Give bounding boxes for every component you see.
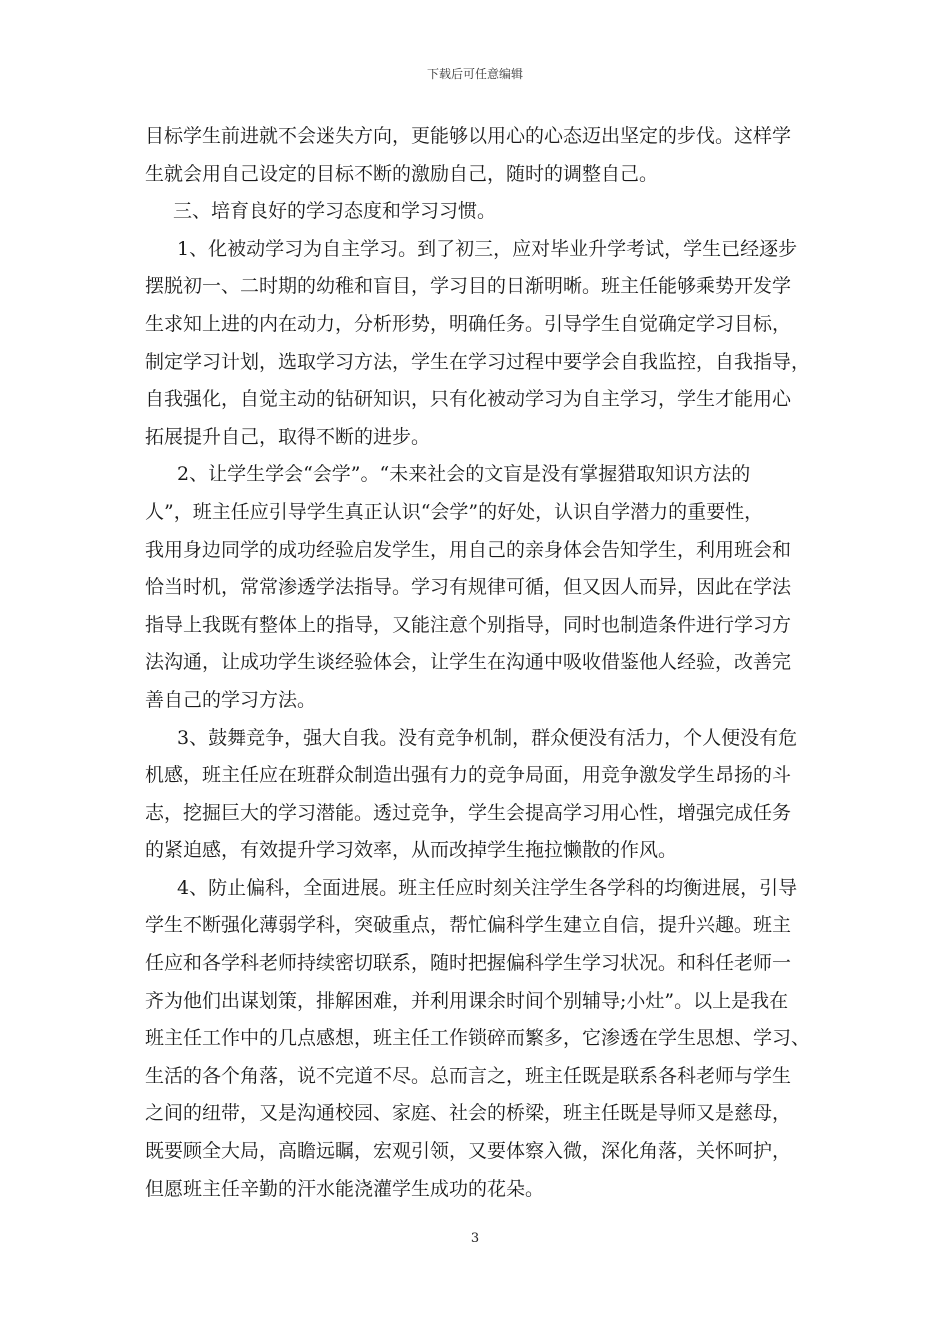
- text-line: 恰当时机，常常渗透学法指导。学习有规律可循，但又因人而异，因此在学法: [145, 576, 792, 599]
- text-line: 生求知上进的内在动力，分析形势，明确任务。引导学生自觉确定学习目标，: [145, 312, 792, 335]
- text-line: 拓展提升自己，取得不断的进步。: [145, 425, 431, 448]
- text-line: 学生不断强化薄弱学科，突破重点，帮忙偏科学生建立自信，提升兴趣。班主: [145, 914, 792, 937]
- text-line: 制定学习计划，选取学习方法，学生在学习过程中要学会自我监控，自我指导，: [145, 350, 811, 373]
- text-line: 摆脱初一、二时期的幼稚和盲目，学习目的日渐明晰。班主任能够乘势开发学: [145, 275, 792, 298]
- paragraph-start: 1、化被动学习为自主学习。到了初三，应对毕业升学考试，学生已经逐步: [177, 237, 798, 260]
- page-header: 下载后可任意编辑: [426, 67, 523, 81]
- page-number: 3: [470, 1231, 480, 1246]
- text-line: 机感，班主任应在班群众制造出强有力的竞争局面，用竞争激发学生昂扬的斗: [145, 764, 792, 787]
- text-line: 但愿班主任辛勤的汗水能浇灌学生成功的花朵。: [145, 1177, 545, 1200]
- paragraph-start: 4、防止偏科，全面进展。班主任应时刻关注学生各学科的均衡进展，引导: [177, 876, 798, 899]
- text-line: 之间的纽带，又是沟通校园、家庭、社会的桥梁，班主任既是导师又是慈母，: [145, 1102, 792, 1125]
- paragraph-start: 2、让学生学会“会学”。“未来社会的文盲是没有掌握猎取知识方法的: [177, 463, 751, 486]
- text-line: 班主任工作中的几点感想，班主任工作锁碎而繁多，它渗透在学生思想、学习、: [145, 1027, 811, 1050]
- document-body: [145, 118, 810, 1208]
- text-line: 志，挖掘巨大的学习潜能。透过竞争，学生会提高学习用心性，增强完成任务: [145, 801, 792, 824]
- text-line: 既要顾全大局，高瞻远瞩，宏观引领，又要体察入微，深化角落，关怀呵护，: [145, 1140, 792, 1163]
- text-line: 法沟通，让成功学生谈经验体会，让学生在沟通中吸收借鉴他人经验，改善完: [145, 651, 792, 674]
- text-line: 任应和各学科老师持续密切联系，随时把握偏科学生学习状况。和科任老师一: [145, 952, 792, 975]
- text-line: 的紧迫感，有效提升学习效率，从而改掉学生拖拉懒散的作风。: [145, 839, 678, 862]
- text-line: 指导上我既有整体上的指导，又能注意个别指导，同时也制造条件进行学习方: [145, 613, 792, 636]
- text-line: 生就会用自己设定的目标不断的激励自己，随时的调整自己。: [145, 162, 659, 185]
- paragraph-start: 3、鼓舞竞争，强大自我。没有竞争机制，群众便没有活力，个人便没有危: [177, 726, 798, 749]
- text-line: 善自己的学习方法。: [145, 688, 317, 711]
- text-line: 齐为他们出谋划策，排解困难，并利用课余时间个别辅导;小灶”。以上是我在: [145, 989, 789, 1012]
- text-line: 自我强化，自觉主动的钻研知识，只有化被动学习为自主学习，学生才能用心: [145, 388, 792, 411]
- text-line: 目标学生前进就不会迷失方向，更能够以用心的心态迈出坚定的步伐。这样学: [145, 125, 792, 147]
- text-line: 我用身边同学的成功经验启发学生，用自己的亲身体会告知学生，利用班会和: [145, 538, 792, 561]
- text-line: 生活的各个角落，说不完道不尽。总而言之，班主任既是联系各科老师与学生: [145, 1064, 792, 1087]
- section-heading: 三、培育良好的学习态度和学习习惯。: [173, 200, 497, 223]
- text-line: 人”，班主任应引导学生真正认识“会学”的好处，认识自学潜力的重要性，: [145, 500, 764, 523]
